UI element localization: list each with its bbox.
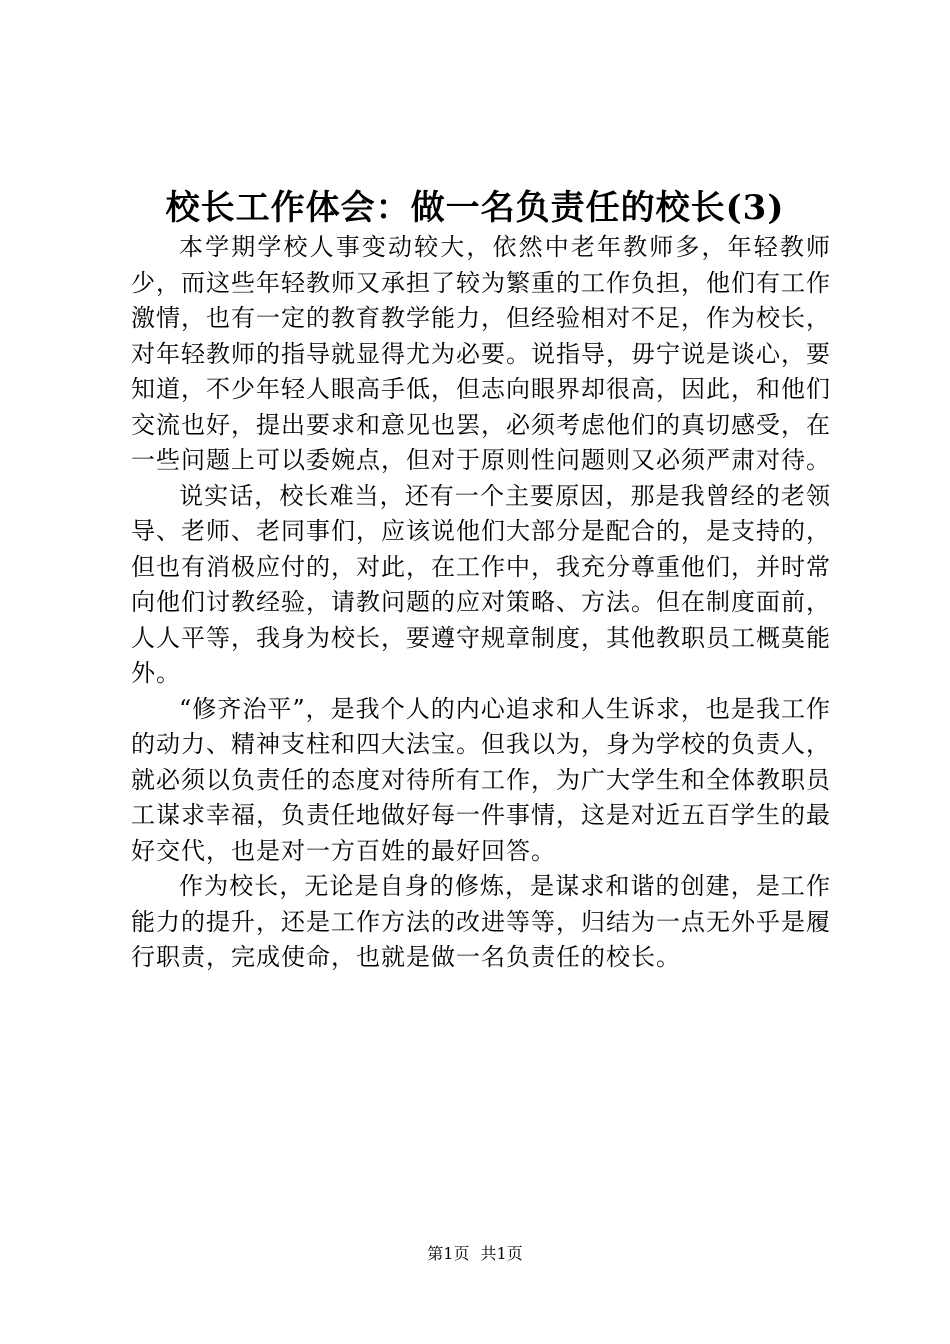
document-body [131,230,831,976]
paragraph-2: 说实话，校长难当，还有一个主要原因，那是我曾经的老领导、老师、老同事们，应该说他们大部分是配合的，是支持的，但也有消极应付的，对此，在工作中，我充分尊重他们，并时常向他们讨教经验，请教问题的应对策略、方法。但在制度面前，人人平等，我身为校长，要遵守规章制度，其他教职员工概莫能外。 [131,481,831,687]
page-number-total: 共1页 [480,1244,523,1263]
document-title: 校长工作体会：做一名负责任的校长(3) [165,188,785,228]
page-number-current: 第1页 [427,1244,470,1263]
paragraph-1: 本学期学校人事变动较大，依然中老年教师多，年轻教师少，而这些年轻教师又承担了较为繁重的工作负担，他们有工作激情，也有一定的教育教学能力，但经验相对不足，作为校长，对年轻教师的指导就显得尤为必要。说指导，毋宁说是谈心，要知道，不少年轻人眼高手低，但志向眼界却很高，因此，和他们交流也好，提出要求和意见也罢，必须考虑他们的真切感受，在一些问题上可以委婉点，但对于原则性问题则又必须严肃对待。 [131,233,831,474]
paragraph-4: 作为校长，无论是自身的修炼，是谋求和谐的创建，是工作能力的提升，还是工作方法的改进等等，归结为一点无外乎是履行职责，完成使命，也就是做一名负责任的校长。 [131,872,831,971]
page-footer [0,1243,950,1265]
paragraph-3: “修齐治平”，是我个人的内心追求和人生诉求，也是我工作的动力、精神支柱和四大法宝。但我以为，身为学校的负责人，就必须以负责任的态度对待所有工作，为广大学生和全体教职员工谋求幸福，负责任地做好每一件事情，这是对近五百学生的最好交代，也是对一方百姓的最好回答。 [131,694,831,865]
